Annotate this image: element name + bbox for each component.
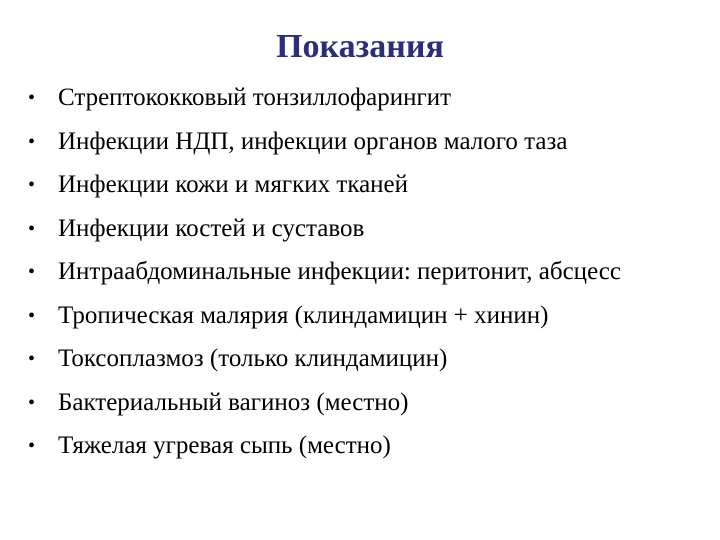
list-item — [28, 302, 688, 330]
list-item — [28, 258, 688, 286]
bullet-icon: • — [28, 130, 36, 153]
list-item — [28, 215, 688, 243]
list-item — [28, 84, 688, 112]
list-item-text: Тяжелая угревая сыпь (местно) — [58, 432, 391, 459]
bullet-icon: • — [28, 87, 36, 109]
list-item — [28, 345, 688, 373]
bullet-icon: • — [28, 174, 36, 196]
list-item-text: Инфекции костей и суставов — [58, 214, 365, 242]
list-item-text: Интраабдоминальные инфекции: перитонит, абсцесс — [58, 258, 621, 285]
list-item-text: Инфекции НДП, инфекции органов малого таза — [58, 127, 568, 155]
bullet-icon: • — [28, 261, 36, 283]
list-item — [28, 432, 688, 460]
list-item-text: Инфекции кожи и мягких тканей — [58, 171, 409, 198]
list-item — [28, 128, 688, 156]
bullet-icon: • — [28, 348, 36, 370]
list-item-text: Токсоплазмоз (только клиндамицин) — [58, 345, 448, 372]
list-item-text: Стрептококковый тонзиллофарингит — [58, 84, 452, 111]
slide-title: Показания — [276, 28, 444, 65]
bullet-icon: • — [28, 217, 36, 240]
bullet-icon: • — [28, 304, 36, 327]
bullet-icon: • — [28, 435, 36, 457]
list-item-text: Бактериальный вагиноз (местно) — [58, 388, 409, 416]
list-item-text: Тропическая малярия (клиндамицин + хинин) — [58, 301, 549, 329]
list-item — [28, 171, 688, 199]
list-item — [28, 389, 688, 417]
indications-list — [28, 84, 688, 476]
bullet-icon: • — [28, 391, 36, 414]
